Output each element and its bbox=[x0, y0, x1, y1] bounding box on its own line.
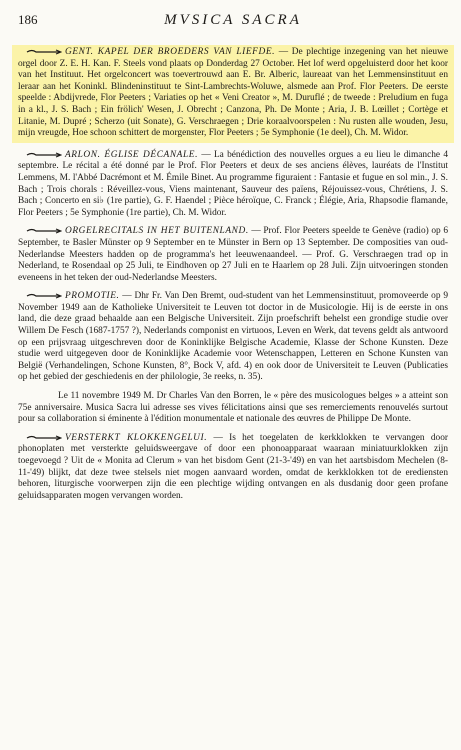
article-body: — Is het toegelaten de kerkklokken te vervangen door phonoplaten met versterkte geluidsweergave of door een phonoapparaat waaraan miniatuurklokken zijn toegevoegd ? Uit de « Monita ad Clerum » van het bisdom Gent (21-3-'49) en van het aartsbisdom Mechelen (8-11-'49) blijkt, dat deze twee stelsels niet mogen aanvaard worden, omdat de kerkklokken tot de erediensten behoren, liturgische voorwerpen zijn die een plechtige wijding ontvangen en als dusdanig door geen profane geluidsapparaten mogen vervangen worden. bbox=[18, 432, 448, 501]
article-orgelrecitals bbox=[18, 226, 448, 284]
ornament-icon bbox=[26, 152, 62, 158]
article-body: — De plechtige inzegening van het nieuwe orgel door Z. E. H. Kan. F. Steels vond plaats op Donderdag 27 October. Het lof werd opgeluisterd door het koor van het Instituut. Het orgelconcert was toevertrouwd aan E. Br. Alberic, laureaat van het Lemmensinstituut en leraar aan het Koninkl. Blindeninstituut te Sint-Lambrechts-Woluwe, alsmede aan Prof. Flor Peeters. De eerste speelde : Abdijvrede, Flor Peeters ; Variaties op het « Veni Creator », M. Duruflé ; de tweede : Preludium en fuga in a kl., J. S. Bach ; Ein frölich' Wesen, J. Obrecht ; Canzona, Ph. De Monte ; Aria, J. B. Lœillet ; Cortège et Litanie, M. Dupré ; Scherzo (uit Sonate), G. Verschraegen ; Drie koraalvoorspelen : Nu rusten alle wouden, Jesu, mijn vreugde, Hoe schoon schittert de morgenster, Flor Peeters ; 5e Symphonie (1e deel), Ch. M. Widor. bbox=[18, 47, 448, 139]
article-body: — Dhr Fr. Van Den Bremt, oud-student van het Lemmensinstituut, promoveerde op 9 November 1949 aan de Katholieke Universiteit te Leuven tot doctor in de Musicologie. Hij is de eerste in ons land, die deze graad behaalde aan een Belgische Universiteit. Zijn proefschrift behelst een grondige studie over Willem De Fesch (1687-1757 ?), Nederlands componist en virtuoos, Leven en Werk, dat tevens geldt als antwoord op een prijsvraag uitgeschreven door de Koninklijke Belgische Academie, Klasse der Schone Kunsten. Deze studie werd uitgegeven door de Koninklijke Academie voor Wetenschappen, Letteren en Schone Kunsten van België (Verhandelingen, Schone Kunsten, 8°, Bock V, afd. 4) en ook door de Universiteit te Leuven (Publicaties op het gebied der geschiedenis en der philologie, 3e reeks, n. 35). bbox=[18, 291, 448, 383]
ornament-icon bbox=[26, 435, 62, 441]
page-number: 186 bbox=[18, 12, 38, 27]
ornament-icon bbox=[26, 49, 62, 55]
article-title: ARLON. ÉGLISE DÉCANALE. bbox=[65, 149, 199, 160]
page bbox=[18, 12, 448, 502]
ornament-icon bbox=[26, 228, 62, 234]
article-klokkengelui bbox=[18, 433, 448, 503]
article-promotie bbox=[18, 291, 448, 384]
article-title: ORGELRECITALS IN HET BUITENLAND. bbox=[65, 226, 249, 237]
article-body: Le 11 novembre 1949 M. Dr Charles Van den Borren, le « père des musicologues belges » a atteint son 75e anniversaire. Musica Sacra lui adresse ses vives félicitations ainsi que ses remerciements renouvelés surtout pour sa collaboration si éminente à l'édition monumentale et nationale des œuvres de Philippe De Monte. bbox=[18, 391, 448, 425]
article-title: GENT. KAPEL DER BROEDERS VAN LIEFDE. bbox=[65, 47, 276, 57]
article-body: — La bénédiction des nouvelles orgues a eu lieu le dimanche 4 septembre. Le récital a été donné par le Prof. Flor Peeters et deux de ses anciens élèves, lauréats de l'Institut Lemmens, M. l'Abbé Dacrémont et M. Émile Binet. Au programme figuraient : Fantasie et fugue en sol min., J. S. Bach ; Trois chorals : Réveillez-vous, Viens maintenant, Sauveur des païens, Réjouissez-vous, Chrétiens, J. S. Bach ; Concerto en si♭ (1re partie), G. F. Haendel ; Pièce héroïque, C. Franck ; Élégie, Aria, Rhapsodie flamande, Flor Peeters ; 5e Symphonie (1re partie), Ch. M. Widor. bbox=[18, 149, 448, 218]
article-title: VERSTERKT KLOKKENGELUI. bbox=[65, 432, 208, 443]
page-header bbox=[18, 12, 448, 38]
article-title: PROMOTIE. bbox=[65, 291, 120, 302]
article-van-den-borren bbox=[18, 391, 448, 426]
article-arlon bbox=[18, 150, 448, 220]
running-title: MVSICA SACRA bbox=[164, 12, 302, 28]
article-gent bbox=[12, 45, 454, 143]
article-body: — Prof. Flor Peeters speelde te Genève (radio) op 6 September, te Basler Münster op 9 September en te Münster in Bern op 13 September. De composities van oud-Nederlandse Meesters hadden op de programma's het leeuwenaandeel. — Prof. G. Verschraegen trad op in Nederland, te Rosendaal op 25 Juli, te Eindhoven op 27 Juli en te Haarlem op 28 Juli. Zijn uitvoeringen stonden eveneens in het teken der oud-Nederlandse Meesters. bbox=[18, 226, 448, 283]
ornament-icon bbox=[26, 293, 62, 299]
